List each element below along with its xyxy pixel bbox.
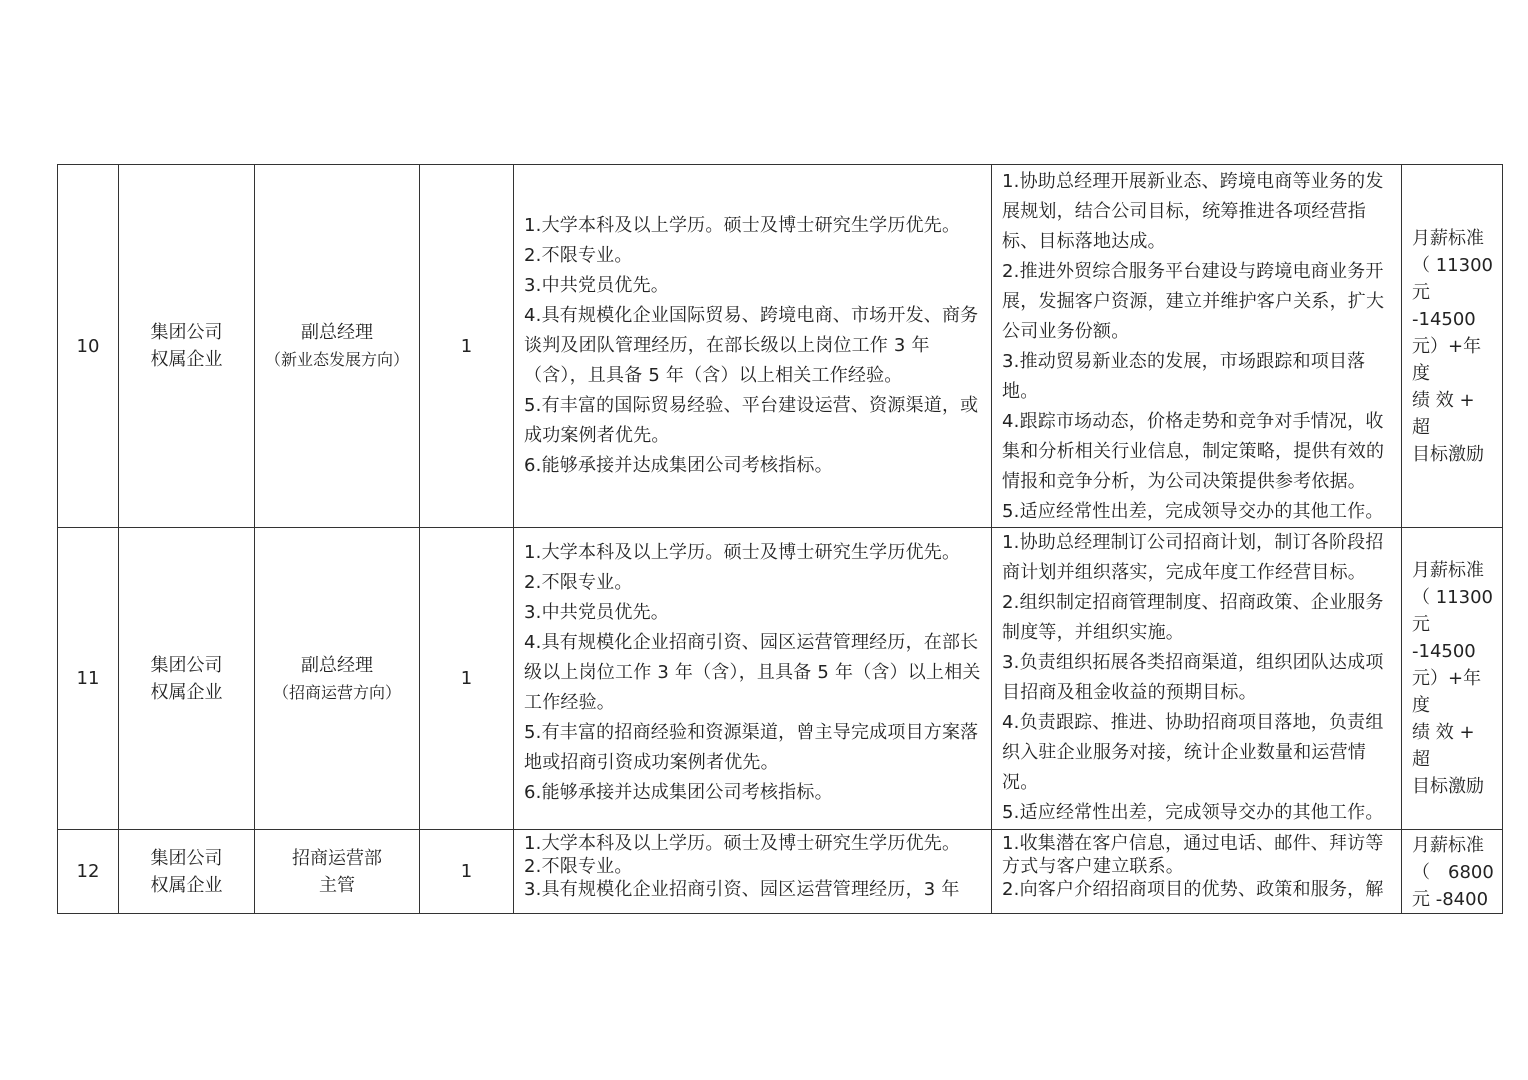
requirement-item: 5.有丰富的国际贸易经验、平台建设运营、资源渠道，或成功案例者优先。 — [524, 395, 979, 446]
salary-line: （ 11300 — [1412, 587, 1493, 608]
requirement-item: 2.不限专业。 — [524, 856, 633, 877]
unit-line: 权属企业 — [150, 874, 223, 896]
duty-item: 4.跟踪市场动态，价格走势和竞争对手情况，收集和分析相关行业信息，制定策略，提供有效的情报和竞争分析，为公司决策提供参考依据。 — [1002, 411, 1385, 492]
unit-cell — [119, 165, 255, 528]
duty-item: 2.向客户介绍招商项目的优势、政策和服务，解 — [1002, 879, 1384, 900]
duty-item: 5.适应经常性出差，完成领导交办的其他工作。 — [1002, 501, 1384, 522]
duty-item: 4.负责跟踪、推进、协助招商项目落地，负责组织入驻企业服务对接，统计企业数量和运营情况。 — [1002, 712, 1384, 793]
position-cell — [255, 830, 420, 914]
unit-line: 权属企业 — [150, 681, 223, 703]
duties-cell — [992, 528, 1402, 830]
salary-line: 元 — [1412, 281, 1430, 303]
row-number-text: 10 — [76, 335, 100, 357]
unit-line: 集团公司 — [150, 847, 223, 869]
position-line: 副总经理 — [301, 322, 373, 343]
salary-line: -14500 — [1412, 308, 1476, 330]
salary-line: 月薪标准 — [1412, 835, 1484, 856]
requirement-item: 6.能够承接并达成集团公司考核指标。 — [524, 782, 833, 803]
unit-line: 集团公司 — [150, 654, 223, 676]
requirement-item: 4.具有规模化企业国际贸易、跨境电商、市场开发、商务谈判及团队管理经历，在部长级以上岗位工作 3 年（含），且具备 5 年（含）以上相关工作经验。 — [524, 305, 979, 386]
salary-cell — [1402, 165, 1503, 528]
salary-line: 月薪标准 — [1412, 227, 1484, 249]
duty-item: 2.推进外贸综合服务平台建设与跨境电商业务开展，发掘客户资源，建立并维护客户关系，扩大公司业务份额。 — [1002, 261, 1385, 342]
table-row — [58, 165, 1503, 528]
row-number — [58, 165, 119, 528]
headcount-text: 1 — [460, 668, 473, 689]
row-number — [58, 528, 119, 830]
table-row — [58, 830, 1503, 914]
headcount-cell — [420, 528, 514, 830]
requirement-item: 6.能够承接并达成集团公司考核指标。 — [524, 455, 833, 476]
unit-line: 权属企业 — [150, 349, 223, 370]
requirements-cell — [514, 165, 992, 528]
duty-item: 3.推动贸易新业态的发展，市场跟踪和项目落地。 — [1002, 351, 1366, 402]
unit-cell — [119, 528, 255, 830]
requirement-item: 2.不限专业。 — [524, 572, 633, 593]
unit-line: 集团公司 — [150, 322, 223, 343]
salary-line: （ 11300 — [1412, 254, 1493, 276]
headcount-text: 1 — [460, 335, 473, 357]
duties-cell — [992, 830, 1402, 914]
requirement-item: 1.大学本科及以上学历。硕士及博士研究生学历优先。 — [524, 215, 961, 236]
requirement-item: 2.不限专业。 — [524, 245, 633, 266]
salary-line: （ 6800 — [1412, 862, 1494, 883]
duty-item: 3.负责组织拓展各类招商渠道，组织团队达成项目招商及租金收益的预期目标。 — [1002, 652, 1384, 703]
requirements-cell — [514, 830, 992, 914]
row-number — [58, 830, 119, 914]
duties-cell — [992, 165, 1402, 528]
position-line: 副总经理 — [301, 654, 373, 676]
table-body — [58, 165, 1503, 914]
unit-cell — [119, 830, 255, 914]
position-cell — [255, 165, 420, 528]
requirement-item: 5.有丰富的招商经验和资源渠道，曾主导完成项目方案落地或招商引资成功案例者优先。 — [524, 722, 979, 773]
salary-line: 目标激励 — [1412, 443, 1484, 465]
salary-line: 元 — [1412, 614, 1430, 635]
requirement-item: 1.大学本科及以上学历。硕士及博士研究生学历优先。 — [524, 833, 961, 854]
duty-item: 1.协助总经理制订公司招商计划，制订各阶段招商计划并组织落实，完成年度工作经营目标。 — [1002, 532, 1384, 583]
requirement-item: 1.大学本科及以上学历。硕士及博士研究生学历优先。 — [524, 542, 961, 563]
position-line: （招商运营方向） — [272, 682, 401, 702]
headcount-cell — [420, 830, 514, 914]
row-number-text: 11 — [76, 668, 100, 689]
duty-item: 2.组织制定招商管理制度、招商政策、企业服务制度等，并组织实施。 — [1002, 592, 1384, 643]
requirements-cell — [514, 528, 992, 830]
table-row — [58, 528, 1503, 830]
requirement-item: 3.具有规模化企业招商引资、园区运营管理经历，3 年 — [524, 879, 960, 900]
headcount-cell — [420, 165, 514, 528]
salary-line: 元 -8400 — [1412, 889, 1489, 910]
requirement-item: 3.中共党员优先。 — [524, 602, 669, 623]
duty-item: 5.适应经常性出差，完成领导交办的其他工作。 — [1002, 802, 1384, 823]
position-line: 主管 — [319, 874, 355, 896]
salary-line: 月薪标准 — [1412, 560, 1484, 581]
position-cell — [255, 528, 420, 830]
requirement-item: 3.中共党员优先。 — [524, 275, 669, 296]
headcount-text: 1 — [460, 861, 473, 882]
salary-line: 目标激励 — [1412, 776, 1484, 797]
recruitment-table — [57, 164, 1503, 914]
row-number-text: 12 — [76, 861, 100, 882]
salary-cell — [1402, 830, 1503, 914]
salary-line: 元）+年度 — [1412, 335, 1482, 384]
duty-item: 1.协助总经理开展新业态、跨境电商等业务的发展规划，结合公司目标，统筹推进各项经营指标、目标落地达成。 — [1002, 171, 1384, 252]
salary-cell — [1402, 528, 1503, 830]
requirement-item: 4.具有规模化企业招商引资、园区运营管理经历，在部长级以上岗位工作 3 年（含），且具备 5 年（含）以上相关工作经验。 — [524, 632, 981, 713]
salary-line: -14500 — [1412, 641, 1476, 662]
position-line: 招商运营部 — [292, 847, 382, 869]
salary-line: 元）+年度 — [1412, 668, 1482, 716]
position-line: （新业态发展方向） — [264, 350, 409, 369]
salary-line: 绩 效 + 超 — [1412, 389, 1475, 438]
salary-line: 绩 效 + 超 — [1412, 722, 1475, 770]
duty-item: 1.收集潜在客户信息，通过电话、邮件、拜访等方式与客户建立联系。 — [1002, 833, 1384, 877]
